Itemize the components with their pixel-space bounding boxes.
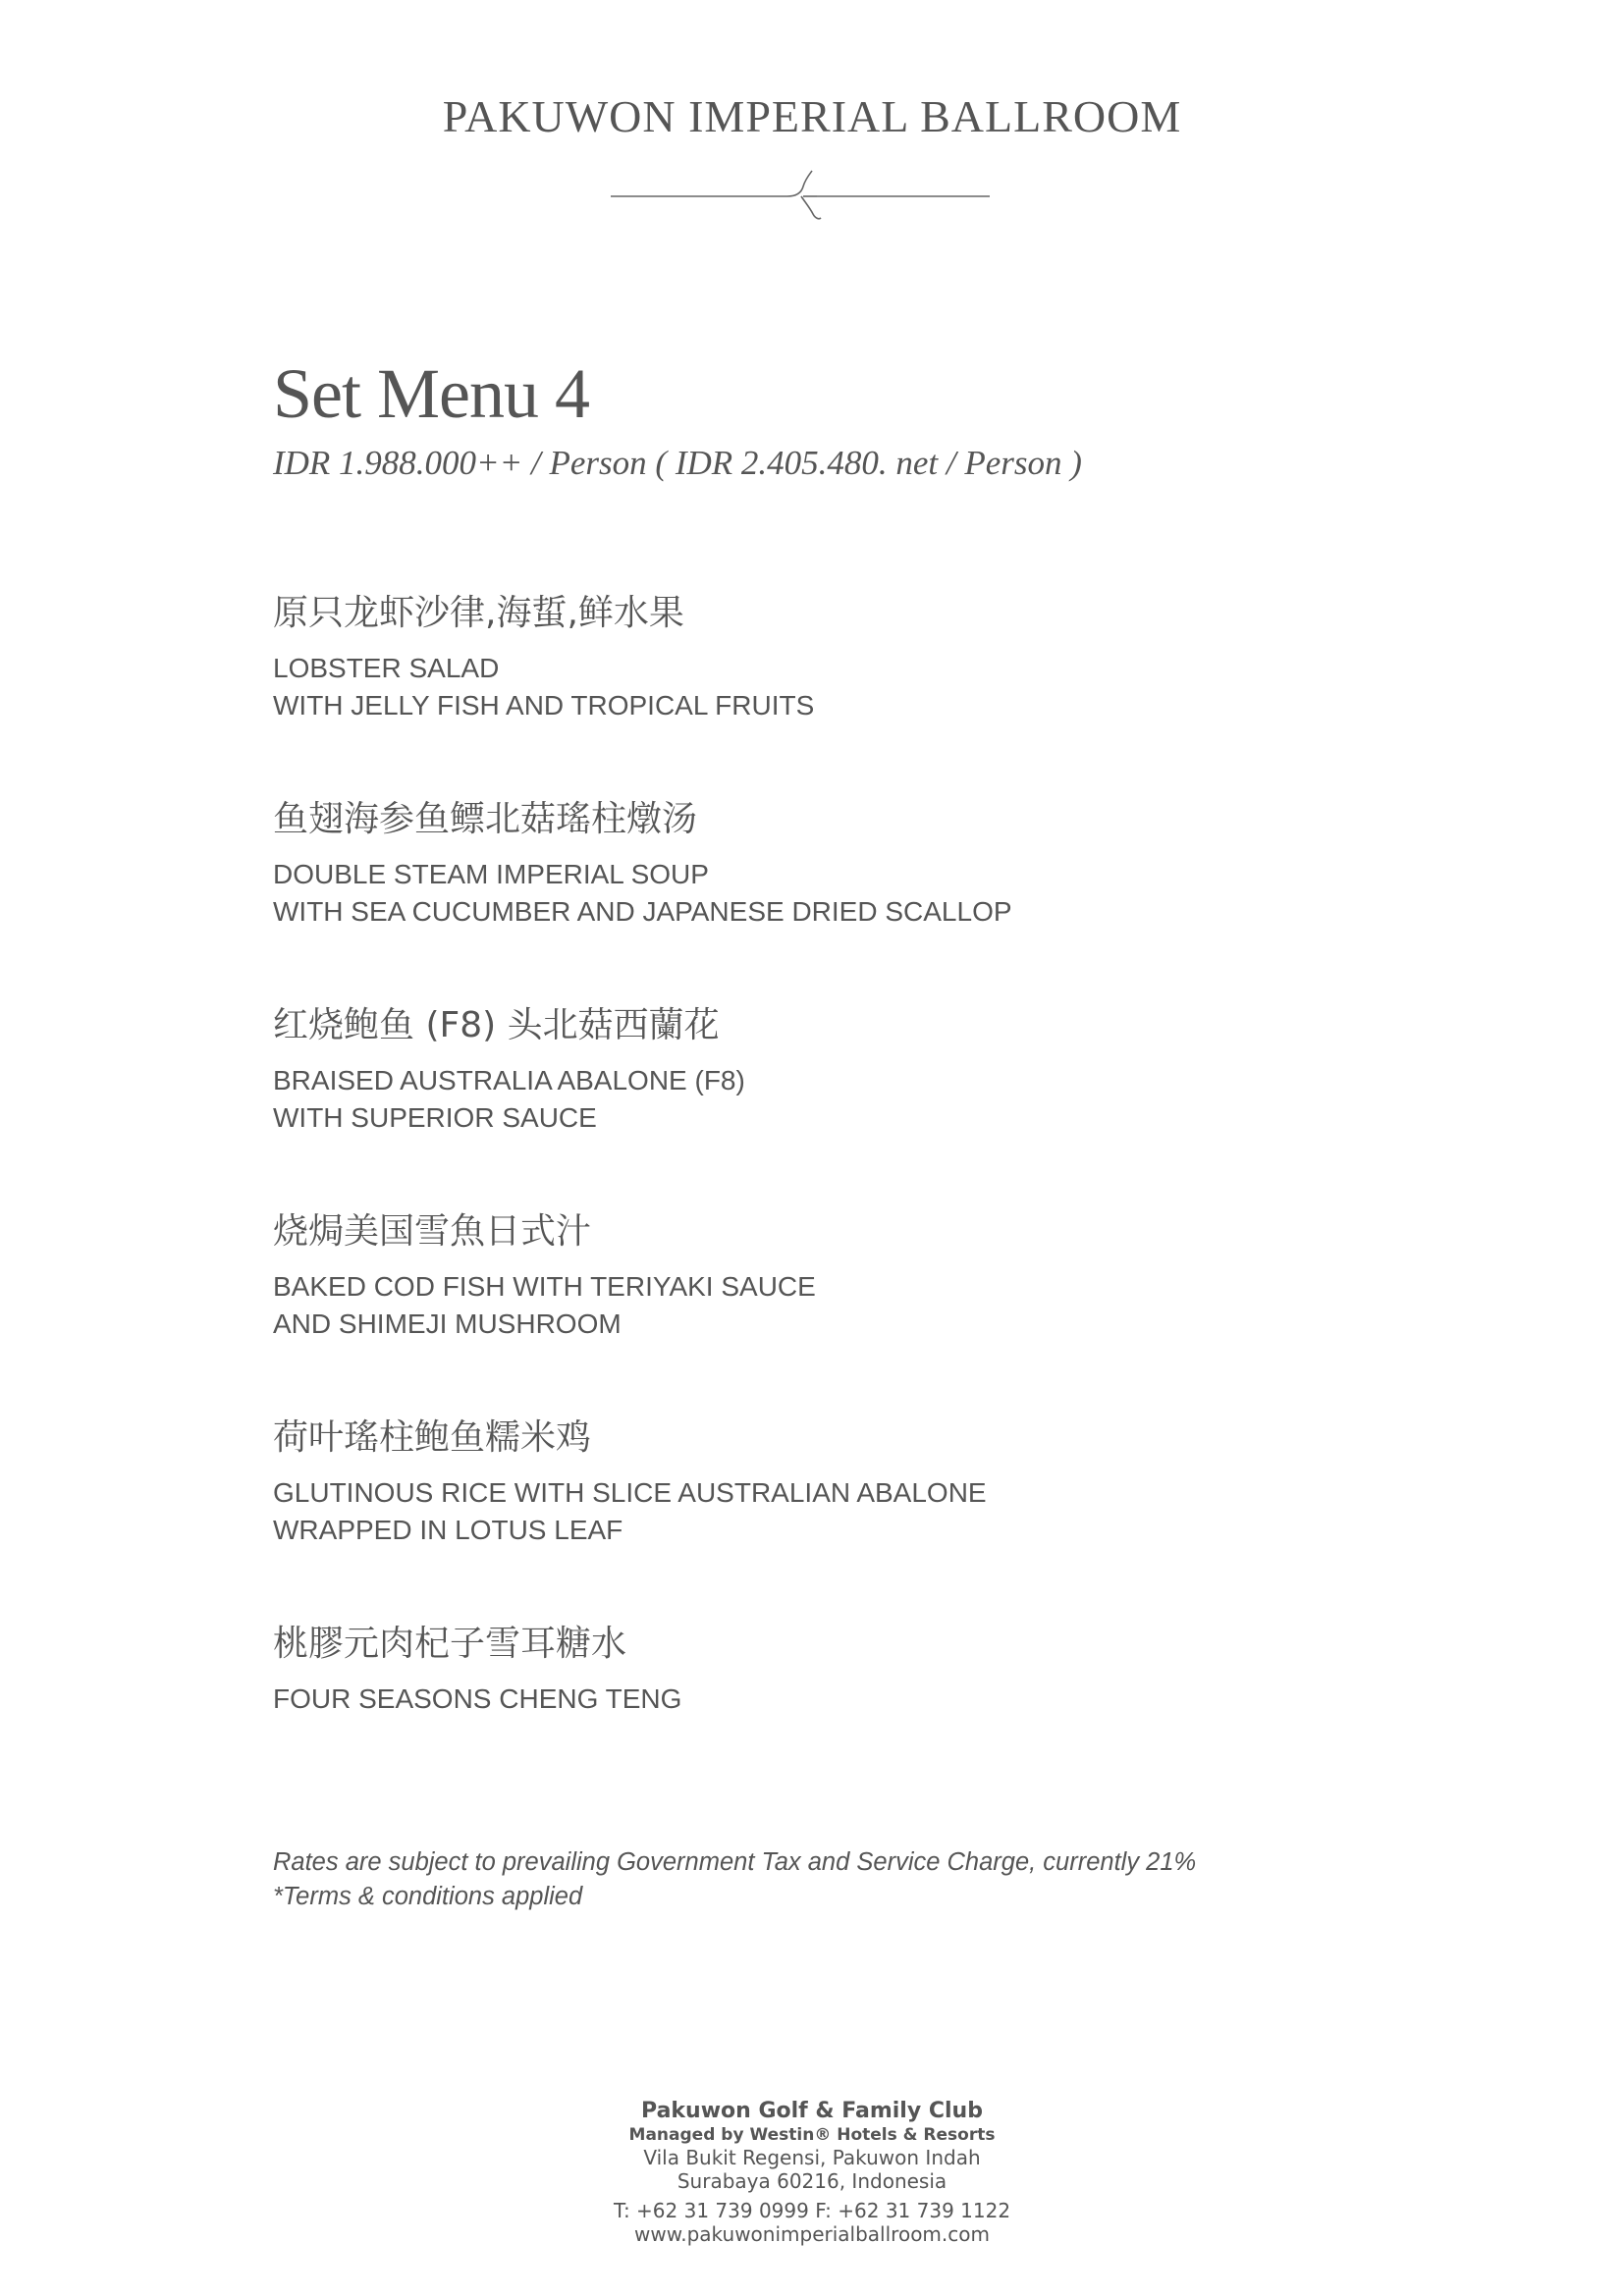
venue-title: PAKUWON IMPERIAL BALLROOM [442,91,1182,141]
course-chinese-name: 荷叶瑤柱鲍鱼糯米鸡 [273,1417,592,1458]
course-english-line: WRAPPED IN LOTUS LEAF [273,1515,623,1545]
club-name: Pakuwon Golf & Family Club [641,2099,983,2123]
course-english-description [273,1474,1451,1549]
city-line: Surabaya 60216, Indonesia [677,2169,947,2193]
course-item [273,1414,1451,1549]
course-english-description [273,856,1451,931]
course-english-line: AND SHIMEJI MUSHROOM [273,1308,622,1339]
course-english-line: BAKED COD FISH WITH TERIYAKI SAUCE [273,1271,816,1302]
menu-title: Set Menu 4 [273,354,589,433]
terms-note [273,1845,1196,1914]
course-english-line: BRAISED AUSTRALIA ABALONE (F8) [273,1065,745,1095]
course-english-line: WITH SUPERIOR SAUCE [273,1102,597,1133]
course-english-description [273,1268,1451,1343]
course-english-description [273,650,1451,724]
course-english-line: FOUR SEASONS CHENG TENG [273,1683,682,1714]
course-chinese-name: 鱼翅海参鱼鳔北菇瑤柱燉汤 [273,799,698,839]
course-chinese-name: 红烧鲍鱼 (F8) 头北菇西蘭花 [273,1005,720,1045]
website-link: www.pakuwonimperialballroom.com [634,2222,990,2246]
course-chinese-name: 桃膠元肉杞子雪耳糖水 [273,1624,627,1664]
course-english-line: DOUBLE STEAM IMPERIAL SOUP [273,859,709,889]
managed-by: Managed by Westin® Hotels & Resorts [628,2125,996,2145]
course-item [273,1207,1451,1343]
course-english-line: GLUTINOUS RICE WITH SLICE AUSTRALIAN ABALONE [273,1477,987,1508]
course-chinese-name: 烧焗美国雪魚日式汁 [273,1211,592,1252]
course-chinese-name: 原只龙虾沙律,海蜇,鲜水果 [273,593,684,633]
terms-conditions-note: *Terms & conditions applied [273,1883,583,1910]
course-english-description [273,1062,1451,1137]
course-item [273,1620,1451,1718]
course-item [273,589,1451,724]
course-english-line: LOBSTER SALAD [273,653,500,683]
tax-note: Rates are subject to prevailing Government Tax and Service Charge, currently 21% [273,1848,1197,1876]
course-item [273,795,1451,931]
course-item [273,1001,1451,1137]
leaf-divider-ornament [609,167,992,222]
course-english-line: WITH SEA CUCUMBER AND JAPANESE DRIED SCALLOP [273,896,1012,927]
menu-price: IDR 1.988.000++ / Person ( IDR 2.405.480. net / Person ) [273,444,1082,482]
phone-fax-line: T: +62 31 739 0999 F: +62 31 739 1122 [613,2199,1011,2222]
course-english-line: WITH JELLY FISH AND TROPICAL FRUITS [273,690,815,721]
course-english-description [273,1681,1451,1718]
footer-contact [0,2099,1624,2246]
address-line: Vila Bukit Regensi, Pakuwon Indah [643,2146,981,2169]
